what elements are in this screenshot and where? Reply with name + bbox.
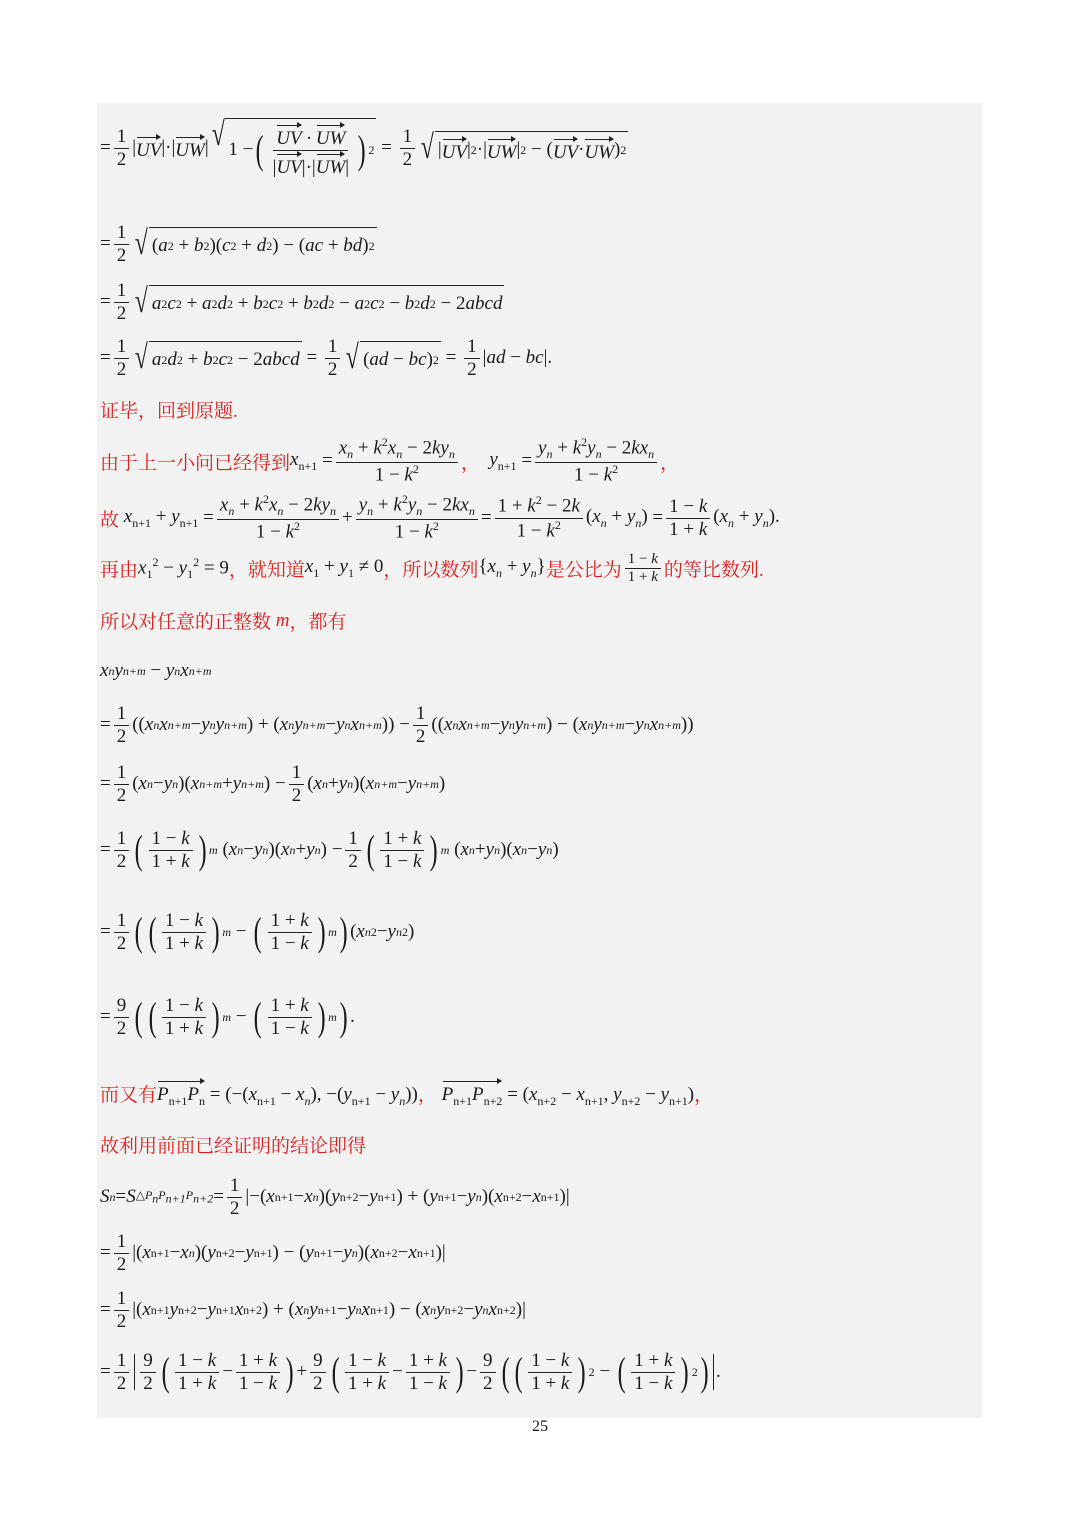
expand-line4: = $\frac{1}{2}$ ( ( $\frac{1 - k}{1 + k}$ ) m − ( $\frac{1 + k}{1 - k}$ ) m ) ( x n 2 − y n 2 ) [100,909,415,955]
vector-line: 而又有 $P_{n+1}P_n = (-(x_{n+1} - x_n)$, $-(y_{n+1} - y_n)$) ， $P_{n+1}P_{n+2} = (x_{n+2} - x_{n+1}$, $y_{n+2} - y_{n+1}$) ， [100,1078,713,1109]
sn-line3: = $\frac{1}{2}$ |( x n+1 y n+2 − y n+1 x n+2 ) + ( x n y n+1 − y n x n+1 ) − ( x n y n+2 − y n x n+2 )| [100,1288,526,1332]
formula-area-line2: = $\frac{1}{2}$ √ ( a 2 + b 2 )( c 2 + d 2 ) − ( ac + bd ) 2 [100,222,375,266]
sn-line4: = $\frac{1}{2}$ $\frac{9}{2}$ ( $\frac{1 - k}{1 + k}$ − $\frac{1 + k}{1 - k}$ ) + $\frac{9}{2}$ ( $\frac{1 - k}{1 + k}$ − $\frac{1 + k}{1 - k}$ ) − $\frac{9}{2}$ ( ( $\frac{1 - k}{1 + k}$ ) 2 − ( $\frac{1 + k}{1 - k}$ ) 2 ) . [100,1349,721,1395]
geometric-seq-line: 再由 $x_1^2 - y_1^2 = 9$ ，就知道 $x_1 + y_1 \ne 0$ ，所以数列 $\{x_n + y_n\}$ 是公比为 $\frac{1 - k}{1 + k}$ 的等比数列. [100,551,764,586]
page-number: 25 [532,1418,548,1435]
cross-term-line: x n y n+m − y n x n+m [100,660,212,681]
expand-line2: = $\frac{1}{2}$ ( x n − y n )( x n+m + y n+m ) − $\frac{1}{2}$ ( x n + y n )( x n+m − y n+m ) [100,762,446,806]
formula-area-line4: = $\frac{1}{2}$ √ a 2 d 2 + b 2 c 2 − 2 abcd = $\frac{1}{2}$ √ ( ad − bc ) 2 = $\frac{1}{2}$ | ad − bc |. [100,336,553,380]
formula-area-line3: = $\frac{1}{2}$ √ a 2 c 2 + a 2 d 2 + b 2 c 2 + b 2 d 2 − a 2 c 2 − b 2 d 2 − 2 abcd [100,280,503,324]
any-m-line: 所以对任意的正整数 m ，都有 [100,609,347,633]
using-result-line: 故利用前面已经证明的结论即得 [100,1136,367,1157]
qed-note: 证毕，回到原题. [100,401,238,422]
sum-line: 故 $x_{n+1} + y_{n+1}$ = $\frac{x_n + k^2x_n - 2ky_n}{1 - k^2}$ + $\frac{y_n + k^2y_n - 2kx_n}{1 - k^2}$ = $\frac{1 + k^2 - 2k}{1 - k^2}$ $(x_n + y_n)$ = $\frac{1 - k}{1 + k}$ $(x_n + y_n)$. [100,492,780,543]
expand-line5: = $\frac{9}{2}$ ( ( $\frac{1 - k}{1 + k}$ ) m − ( $\frac{1 + k}{1 - k}$ ) m ) . [100,994,355,1040]
recurrence-line: 由于上一小问已经得到 $x_{n+1}$ = $\frac{x_n + k^2x_n - 2ky_n}{1 - k^2}$ ， $y_{n+1}$ = $\frac{y_n + k^2y_n - 2kx_n}{1 - k^2}$ ， [100,435,680,486]
formula-area-vectors: = $\frac{1}{2}$ | UV |·| UW | √ 1 − ( $\frac{UV \cdot UW}{|UV|\cdot|UW|}$ ) 2 = $\frac{1}{2}$ √ | UV | 2 ·| UW | 2 − ( UV · UW ) 2 [100,116,627,178]
sn-line2: = $\frac{1}{2}$ |( x n+1 − x n )( y n+2 − y n+1 ) − ( y n+1 − y n )( x n+2 − x n+1 )| [100,1231,446,1275]
expand-line1: = $\frac{1}{2}$ (( x n x n+m − y n y n+m ) + ( x n y n+m − y n x n+m )) − $\frac{1}{2}$ (( x n x n+m − y n y n+m ) − ( x n y n+m − y n x n+m )) [100,703,694,747]
expand-line3: = $\frac{1}{2}$ ( $\frac{1 - k}{1 + k}$ ) m ( x n − y n )( x n + y n ) − $\frac{1}{2}$ ( $\frac{1 + k}{1 - k}$ ) m ( x n + y n )( x n − y n ) [100,827,559,873]
sn-line1: S n = S $\triangle P_nP_{n+1}P_{n+2}$ = $\frac{1}{2}$ |−( x n+1 − x n )( y n+2 − y n+1 ) + ( y n+1 − y n )( x n+2 − x n+1 )| [100,1175,570,1219]
